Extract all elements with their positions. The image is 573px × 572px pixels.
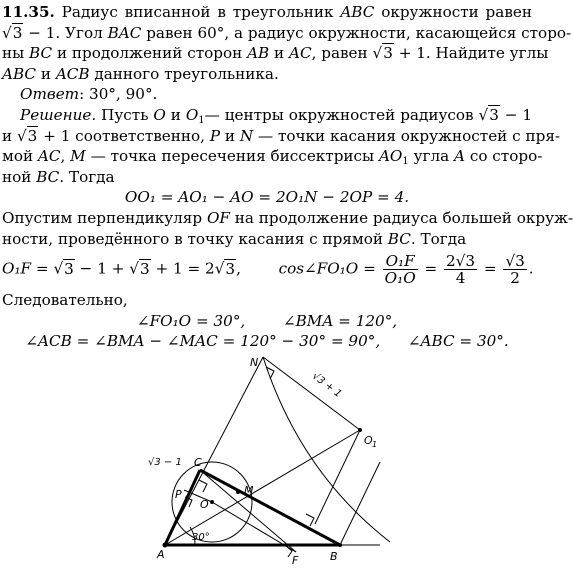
solution-line-2: и √3 + 1 соответственно, P и N — точки касания окружностей с пря- xyxy=(2,126,561,145)
problem-line-3: ны BC и продолжений сторон AB и AC, равен √3 + 1. Найдите углы xyxy=(2,44,549,63)
solution-line-4: ной BC. Тогда xyxy=(2,167,115,186)
segment-CF-line xyxy=(200,470,296,552)
point-O1 xyxy=(358,428,362,432)
equation-1: OO₁ = AO₁ − AO = 2O₁N − 2OP = 4. xyxy=(124,188,410,207)
label-P: P xyxy=(175,488,182,501)
solution-line-7: Следовательно, xyxy=(2,291,128,310)
label-C: C xyxy=(194,456,202,469)
answer-line xyxy=(2,84,532,105)
label-M: M xyxy=(244,484,254,497)
solution-line-5: Опустим перпендикуляр OF на продолжение радиуса большей окруж- xyxy=(2,208,573,227)
problem-text xyxy=(2,2,573,352)
equation-2: O₁F = √3 − 1 + √3 + 1 = 2√3, cos∠FO₁O = $\frac{\text{O₁F}}{\text{O₁O}}$ = $\frac{2√3}{4}$ = $\frac{√3}{2}$ . xyxy=(2,252,534,288)
solution-line-3: мой AC, M — точка пересечения биссектрисы $AO_1$ угла A со сторо- xyxy=(2,147,543,168)
figure-svg xyxy=(0,352,534,572)
label-O: O xyxy=(200,498,209,511)
point-A xyxy=(163,543,168,548)
solution-line-6: ности, проведённого в точку касания с прямой BC. Тогда xyxy=(2,229,467,248)
fraction-3: $\frac{√3}{2}$ xyxy=(505,252,525,288)
right-angle-O1 xyxy=(306,514,314,526)
point-M xyxy=(236,490,240,494)
solution-line-1: Решение. Пусть O и $O_1—$ центры окружностей радиусов √3 − 1 xyxy=(20,105,533,126)
segment-NO1 xyxy=(263,357,360,430)
fraction-1: $\frac{\text{O₁F}}{\text{O₁O}}$ xyxy=(384,252,416,288)
label-F: F xyxy=(292,554,299,567)
problem-number: 11.35. xyxy=(2,3,55,21)
label-O1-sub: 1 xyxy=(372,440,378,449)
answer-label: Ответ xyxy=(20,85,80,104)
label-r-small: √3 − 1 xyxy=(148,457,182,468)
bisector-AO1 xyxy=(165,430,360,545)
line-B-tangent xyxy=(340,462,380,545)
problem-line-1: 11.35. Радиус вписанной в треугольник ABC окружности равен xyxy=(2,3,532,21)
geometry-figure xyxy=(0,352,534,572)
problem-line-4: ABC и ACB данного треугольника. xyxy=(2,64,279,83)
point-B xyxy=(338,543,342,547)
answer-value: : 30°, 90°. xyxy=(79,85,158,104)
label-angle-30: 30° xyxy=(192,532,210,543)
equation-3: ∠FO₁O = 30°, ∠BMA = 120°, xyxy=(136,311,398,330)
label-O1: O xyxy=(364,434,373,447)
right-angle-C xyxy=(199,480,207,492)
problem-line-2: √3 − 1. Угол BAC равен 60°, а радиус окружности, касающейся сторо- xyxy=(2,23,572,42)
equation-4: ∠ACB = ∠BMA − ∠MAC = 120° − 30° = 90°, ∠ABC = 30°. xyxy=(25,332,509,351)
solution-label: Решение. xyxy=(20,105,97,124)
label-r-big: √3 + 1 xyxy=(309,370,344,400)
label-N: N xyxy=(250,356,259,369)
label-B: B xyxy=(330,550,338,563)
label-A: A xyxy=(157,548,165,561)
sqrt-symbol: √3 xyxy=(2,23,23,42)
point-O xyxy=(210,500,214,504)
fraction-2: $\frac{2√3}{4}$ xyxy=(446,252,476,288)
